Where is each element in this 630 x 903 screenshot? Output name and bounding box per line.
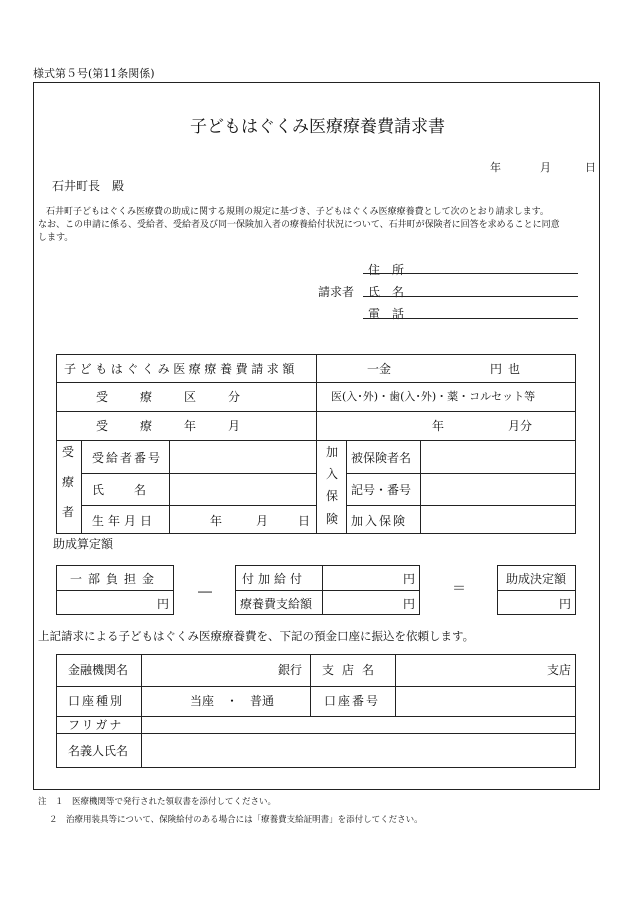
equals-sign: ＝ bbox=[452, 581, 466, 597]
minus-sign: ― bbox=[198, 584, 212, 600]
category-label: 受 療 区 分 bbox=[96, 390, 251, 404]
claimant-address-label: 住 所 bbox=[368, 263, 405, 277]
insurance-group-4: 険 bbox=[326, 512, 339, 526]
insurance-group-3: 保 bbox=[326, 489, 339, 503]
birth-label: 生年月日 bbox=[92, 514, 157, 528]
birth-year: 年 bbox=[210, 514, 223, 528]
form-title: 子どもはぐくみ医療療養費請求書 bbox=[190, 117, 445, 137]
note-1: 注 １ 医療機関等で発行された領収書を添付してください。 bbox=[38, 797, 277, 807]
date-day: 日 bbox=[585, 161, 596, 174]
branch-suffix: 支店 bbox=[547, 663, 572, 677]
amount-prefix: 一金 bbox=[367, 362, 392, 376]
intro-line-3: します。 bbox=[38, 233, 74, 243]
phone-line[interactable] bbox=[363, 318, 578, 319]
furigana-label: フリガナ bbox=[68, 718, 124, 732]
patient-group-3: 者 bbox=[62, 505, 75, 519]
month-month: 月分 bbox=[508, 419, 533, 433]
patient-name-label: 氏 名 bbox=[92, 483, 149, 497]
transfer-text: 上記請求による子どもはぐくみ医療療養費を、下記の預金口座に振込を依頼します。 bbox=[38, 629, 475, 643]
addressee: 石井町長 殿 bbox=[52, 179, 125, 193]
decided-yen: 円 bbox=[559, 597, 572, 611]
account-no-label: 口座番号 bbox=[324, 694, 381, 708]
decided-label: 助成決定額 bbox=[506, 572, 567, 586]
bank-suffix: 銀行 bbox=[278, 663, 303, 677]
date-year: 年 bbox=[490, 161, 501, 174]
insurance-group-1: 加 bbox=[326, 445, 339, 459]
form-number: 様式第５号(第11条関係) bbox=[33, 67, 155, 80]
date-month: 月 bbox=[540, 161, 551, 174]
additional-yen: 円 bbox=[403, 572, 416, 586]
amount-suffix: 円也 bbox=[490, 362, 527, 376]
month-year: 年 bbox=[432, 419, 445, 433]
birth-day: 日 bbox=[298, 514, 311, 528]
claimant-label: 請求者 bbox=[318, 285, 355, 299]
insurance-label: 加入保険 bbox=[351, 514, 408, 528]
branch-label: 支店名 bbox=[322, 663, 383, 677]
intro-line-1: 石井町子どもはぐくみ医療費の助成に関する規則の規定に基づき、子どもはぐくみ医療療養費として次のとおり請求します。 bbox=[46, 207, 549, 217]
medical-paid-label: 療養費支給額 bbox=[240, 597, 313, 611]
bank-table bbox=[56, 654, 576, 768]
patient-group-2: 療 bbox=[62, 475, 75, 489]
month-label: 受 療 年 月 bbox=[96, 419, 251, 433]
note-2: ２ 治療用装具等について、保険給付のある場合には「療養費支給証明書」を添付してください。 bbox=[49, 815, 423, 825]
recipient-no-label: 受給者番号 bbox=[92, 451, 163, 465]
copay-label: 一部負担金 bbox=[70, 572, 161, 586]
address-line[interactable] bbox=[363, 273, 578, 274]
institution-label: 金融機関名 bbox=[68, 663, 129, 677]
calc-heading: 助成算定額 bbox=[53, 537, 114, 551]
holder-label: 名義人氏名 bbox=[68, 744, 129, 758]
account-type-value[interactable]: 当座 ・ 普通 bbox=[190, 694, 275, 708]
additional-label: 付加給付 bbox=[242, 572, 307, 586]
claimant-phone-label: 電 話 bbox=[368, 307, 405, 321]
birth-month: 月 bbox=[256, 514, 269, 528]
claim-amount-label: 子どもはぐくみ医療療養費請求額 bbox=[64, 362, 299, 376]
account-type-label: 口座種別 bbox=[68, 694, 125, 708]
patient-group-1: 受 bbox=[62, 445, 75, 459]
copay-yen: 円 bbox=[157, 597, 170, 611]
symbol-no-label: 記号・番号 bbox=[351, 483, 412, 497]
claimant-name-label: 氏 名 bbox=[368, 285, 405, 299]
name-line[interactable] bbox=[363, 296, 578, 297]
medical-paid-yen: 円 bbox=[403, 597, 416, 611]
category-value: 医(入･外)・歯(入･外)・薬・コルセット等 bbox=[331, 390, 536, 403]
insurance-group-2: 入 bbox=[326, 467, 339, 481]
intro-line-2: なお、この申請に係る、受給者、受給者及び同一保険加入者の療養給付状況について、石井町が保険者に回答を求めることに同意 bbox=[38, 220, 560, 230]
insured-name-label: 被保険者名 bbox=[351, 451, 412, 465]
